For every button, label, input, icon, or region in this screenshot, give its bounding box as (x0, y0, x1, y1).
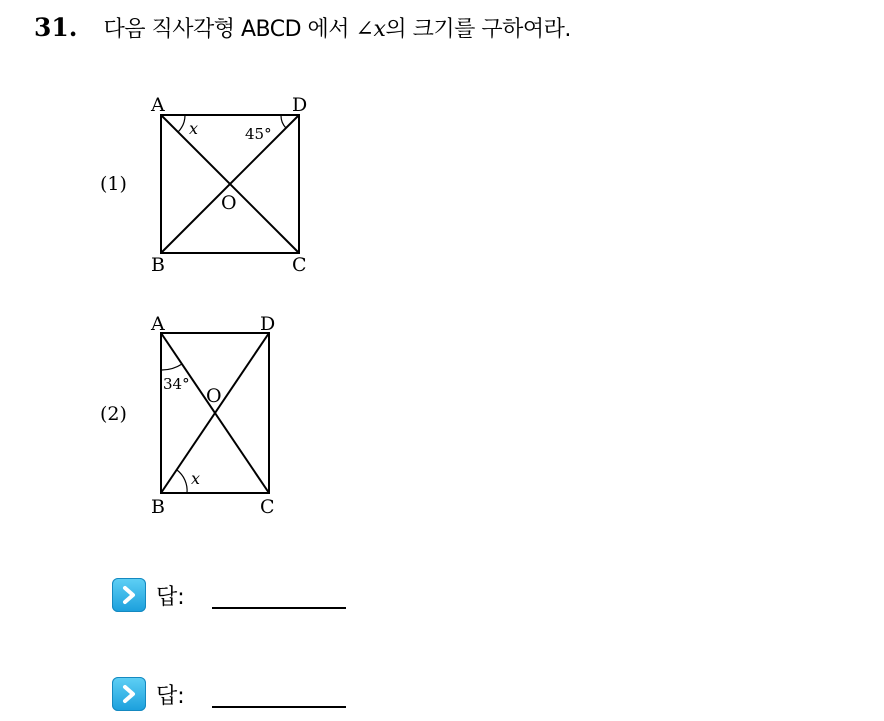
figure-1 (100, 94, 307, 276)
figure-2-point-o: O (206, 385, 222, 407)
figure-2-angle-arc-34 (161, 364, 182, 370)
figure-2-point-c: C (260, 496, 275, 518)
answer-blank-1[interactable] (212, 607, 346, 609)
figure-2-point-a: A (151, 313, 165, 335)
question-text-after: 의 크기를 구하여라. (385, 17, 571, 42)
chevron-right-icon (112, 578, 146, 612)
figure-2-point-b: B (151, 496, 165, 518)
chevron-right-icon (112, 677, 146, 711)
figure-1-angle-arc-x (178, 115, 185, 132)
answer-row-2 (112, 676, 185, 712)
figure-1-point-o: O (221, 192, 237, 214)
figure-1-point-a: A (151, 94, 165, 116)
figure-1-angle-arc-45 (281, 115, 286, 128)
figure-1-label: (1) (100, 173, 127, 195)
figure-2 (100, 313, 275, 518)
angle-x-symbol: ∠x (355, 17, 386, 42)
figure-2-point-d: D (260, 313, 276, 335)
figure-1-point-c: C (292, 254, 307, 276)
figure-2-given-angle: 34° (163, 375, 190, 393)
figure-2-label: (2) (100, 403, 127, 425)
question-number: 31. (34, 13, 78, 42)
answer-row-1 (112, 577, 185, 613)
figure-1-given-angle: 45° (245, 125, 272, 143)
question-text-before: 다음 직사각형 ABCD 에서 (103, 17, 356, 42)
answer-label: 답: (156, 683, 185, 709)
answer-blank-2[interactable] (212, 706, 346, 708)
figure-1-unknown-x: x (189, 119, 199, 138)
figure-1-point-d: D (292, 94, 308, 116)
figure-2-angle-arc-x (177, 470, 187, 493)
figure-1-point-b: B (151, 254, 165, 276)
answer-label: 답: (156, 584, 185, 610)
figure-2-unknown-x: x (191, 469, 201, 488)
